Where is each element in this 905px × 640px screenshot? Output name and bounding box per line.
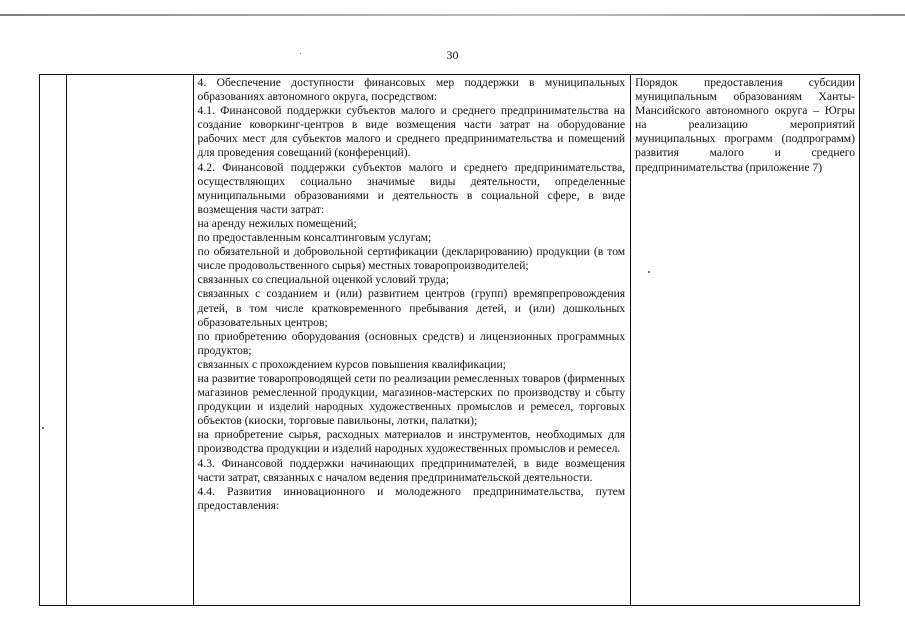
paragraph-4-2: 4.2. Финансовой поддержки субъектов малого и среднего предпринимательства, осуществляющих социально значимые виды деятельности, определенные муниципальными образованиями и деятельность в социальной сфере, в виде возмещения части затрат:	[197, 160, 626, 216]
scan-speck	[300, 53, 301, 54]
list-item: на приобретение сырья, расходных материалов и инструментов, необходимых для производства продукции и изделий народных художественных промыслов и ремесел.	[197, 428, 626, 456]
paragraph-4-3: 4.3. Финансовой поддержки начинающих предпринимателей, в виде возмещения части затрат, связанных с началом ведения предпринимательской деятельности.	[197, 456, 626, 484]
paragraph-4-4: 4.4. Развития инновационного и молодежного предпринимательства, путем предоставления:	[197, 484, 626, 512]
page-number: 30	[446, 48, 459, 62]
scan-edge-line	[0, 14, 905, 16]
list-item: связанных с созданием и (или) развитием центров (групп) времяпрепровождения детей, в том числе кратковременного пребывания детей, и (или) дошкольных образовательных центров;	[197, 287, 626, 329]
list-item: по приобретению оборудования (основных средств) и лицензионных программных продуктов;	[197, 329, 626, 357]
paragraph-4: 4. Обеспечение доступности финансовых мер поддержки в муниципальных образованиях автономного округа, посредством:	[197, 76, 626, 104]
table-row	[40, 75, 860, 606]
measures-table	[39, 74, 860, 606]
list-item: связанных со специальной оценкой условий труда;	[197, 273, 449, 287]
scan-speck	[648, 271, 650, 273]
task-cell	[67, 75, 193, 606]
number-cell	[40, 75, 67, 606]
list-item: по обязательной и добровольной сертификации (декларированию) продукции (в том числе продовольственного сырья) местных товаропроизводителей;	[197, 245, 626, 273]
list-item: на развитие товаропроводящей сети по реализации ремесленных товаров (фирменных магазинов ремесленной продукции, магазинов-мастерских по производству и сбыту продукции и изделий народных художественных промыслов и ремесел, торговых объектов (киоски, торговые павильоны, лотки, палатки);	[197, 371, 626, 428]
scan-speck	[42, 427, 44, 429]
paragraph-4-1: 4.1. Финансовой поддержки субъектов малого и среднего предпринимательства на создание коворкинг-центров в виде возмещения части затрат на оборудование рабочих мест для субъектов малого и среднего предпринимательства и помещений для проведения совещаний (конференций).	[197, 104, 626, 160]
program-reference-text: Порядок предоставления субсидии муниципальным образованиям Ханты-Мансийского автономного округа – Югры на реализацию мероприятий муниципальных программ (подпрограмм) развития малого и среднего предпринимательства (приложение 7)	[635, 76, 855, 174]
measures-cell	[193, 75, 631, 606]
list-item: по предоставленным консалтинговым услугам;	[197, 231, 432, 245]
program-cell	[631, 75, 860, 606]
list-item: связанных с прохождением курсов повышения квалификации;	[197, 357, 506, 371]
list-item: на аренду нежилых помещений;	[197, 216, 357, 230]
